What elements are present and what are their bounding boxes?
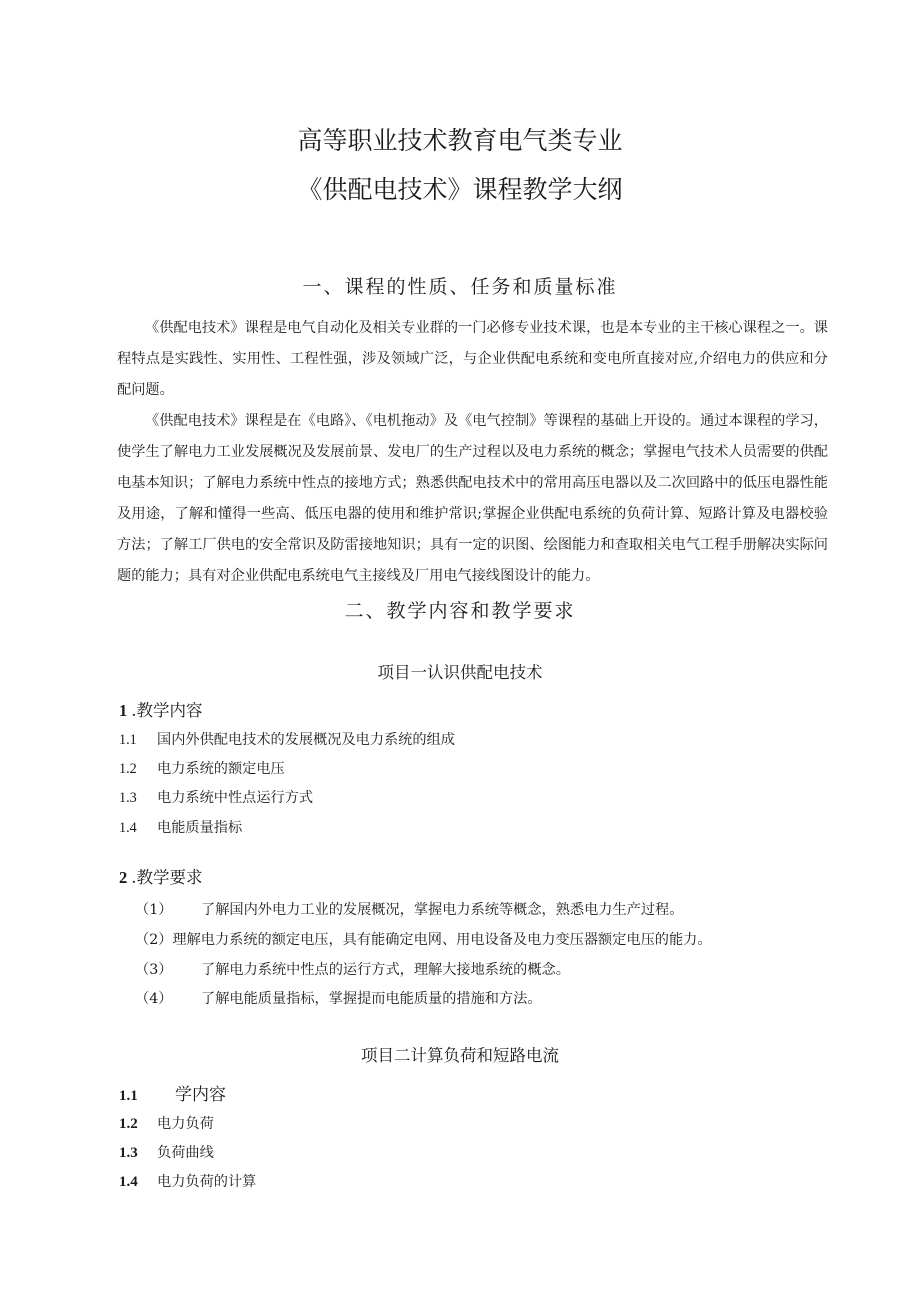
content-item-text: 电力系统中性点运行方式 <box>157 790 314 806</box>
content-item <box>119 758 285 778</box>
requirement-item <box>135 899 683 919</box>
content-item <box>119 729 455 749</box>
requirement-number: （3） <box>135 962 173 978</box>
requirements-heading-number: 2 <box>119 868 128 887</box>
requirement-text: 了解国内外电力工业的发展概况，掌握电力系统等概念，熟悉电力生产过程。 <box>201 902 684 918</box>
project2-item-number: 1.4 <box>119 1174 138 1190</box>
requirements-heading-text: .教学要求 <box>131 868 203 887</box>
content-item-number: 1.1 <box>119 732 137 748</box>
content-item-text: 国内外供配电技术的发展概况及电力系统的组成 <box>157 732 455 748</box>
content-item <box>119 787 313 807</box>
project2-item <box>119 1080 226 1105</box>
content-item-number: 1.3 <box>119 790 137 806</box>
section1-paragraph-2: 《供配电技术》课程是在《电路》、《电机拖动》及《电气控制》等课程的基础上开设的。通过本课程的学习，使学生了解电力工业发展概况及发展前景、发电厂的生产过程以及电力系统的概念；掌握电气技术人员需要的供配电基本知识；了解电力系统中性点的接地方式；熟悉供配电技术中的常用高压电器以及二次回路中的低压电器性能及用途，了解和懂得一些高、低压电器的使用和维护常识;掌握企业供配电系统的负荷计算、短路计算及电器校验方法；了解工厂供电的安全常识及防雷接地知识；具有一定的识图、绘图能力和查取相关电气工程手册解决实际问题的能力；具有对企业供配电系统电气主接线及厂用电气接线图设计的能力。 <box>117 413 828 584</box>
project2-title: 项目二计算负荷和短路电流 <box>361 1046 559 1065</box>
requirement-text: 了解电力系统中性点的运行方式，理解大接地系统的概念。 <box>201 962 570 978</box>
requirement-item <box>135 929 712 949</box>
requirement-text: 理解电力系统的额定电压，具有能确定电网、用电设备及电力变压器额定电压的能力。 <box>172 932 712 948</box>
requirement-number: （4） <box>135 991 173 1007</box>
project2-item-text: 学内容 <box>175 1085 226 1105</box>
content-item <box>119 817 242 837</box>
project2-item-text: 电力负荷 <box>157 1116 214 1132</box>
requirement-number: （1） <box>135 902 173 918</box>
content-heading-number: 1 <box>119 701 128 720</box>
document-title-line1: 高等职业技术教育电气类专业 <box>297 126 623 155</box>
project2-item-text: 负荷曲线 <box>157 1145 214 1161</box>
requirement-text: 了解电能质量指标，掌握提而电能质量的措施和方法。 <box>201 991 542 1007</box>
project1-content-heading <box>119 697 203 721</box>
requirement-item <box>135 959 570 979</box>
content-item-text: 电力系统的额定电压 <box>157 761 285 777</box>
content-item-number: 1.2 <box>119 761 137 777</box>
project2-item <box>119 1171 256 1191</box>
project2-item-number: 1.1 <box>119 1088 138 1104</box>
project2-item <box>119 1142 214 1162</box>
requirement-number: （2） <box>135 932 173 948</box>
project2-item-number: 1.3 <box>119 1145 138 1161</box>
document-title-line2: 《供配电技术》课程教学大纲 <box>297 175 623 204</box>
project1-requirements-heading <box>119 864 203 888</box>
section1-paragraph-1: 《供配电技术》课程是电气自动化及相关专业群的一门必修专业技术课，也是本专业的主干核心课程之一。课程特点是实践性、实用性、工程性强，涉及领域广泛，与企业供配电系统和变电所直接对应,介绍电力的供应和分配问题。 <box>117 320 828 398</box>
project1-title: 项目一认识供配电技术 <box>377 663 543 682</box>
requirement-item <box>135 988 542 1008</box>
project2-item-number: 1.2 <box>119 1116 138 1132</box>
content-item-text: 电能质量指标 <box>157 820 243 836</box>
section1-heading: 一、课程的性质、任务和质量标准 <box>302 276 618 298</box>
content-heading-text: .教学内容 <box>131 701 203 720</box>
project2-item-text: 电力负荷的计算 <box>157 1174 257 1190</box>
section2-heading: 二、教学内容和教学要求 <box>344 600 576 622</box>
project2-item <box>119 1113 214 1133</box>
content-item-number: 1.4 <box>119 820 137 836</box>
